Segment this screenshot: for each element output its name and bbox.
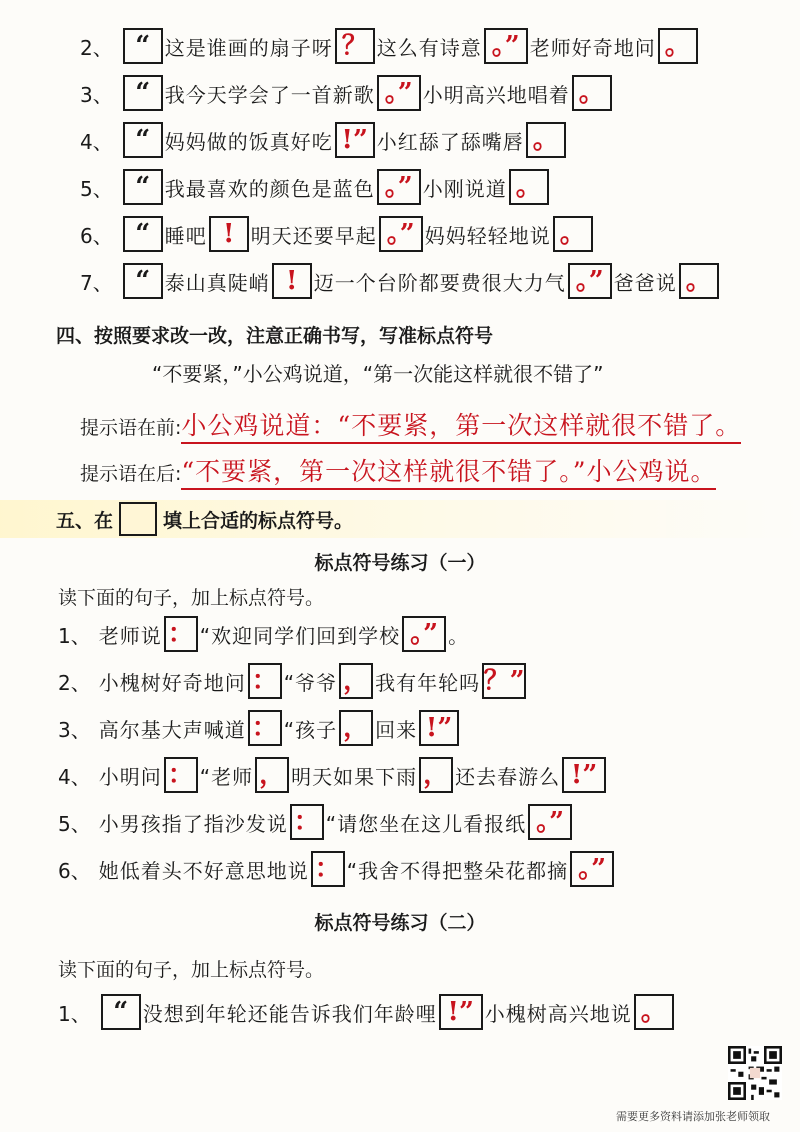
sentence-text: 我今天学会了一首新歌 bbox=[164, 82, 375, 107]
exercise-row bbox=[80, 259, 721, 303]
punctuation-box: ， bbox=[339, 710, 373, 746]
punctuation-box: 。” bbox=[402, 616, 446, 652]
exercise-number: 4、 bbox=[80, 129, 113, 154]
sentence-text: 高尔基大声喊道 bbox=[98, 717, 246, 742]
sentence-text: “孩子 bbox=[283, 717, 338, 742]
punctuation-box: ： bbox=[248, 663, 282, 699]
section4-heading bbox=[0, 315, 800, 353]
punctuation-box: ？ bbox=[335, 28, 375, 64]
front-prompt-line bbox=[80, 406, 741, 442]
section5-heading bbox=[0, 500, 800, 538]
sentence-text: “欢迎同学们回到学校 bbox=[199, 623, 401, 648]
punctuation-box: !” bbox=[335, 122, 375, 158]
punctuation-box: 。” bbox=[377, 75, 421, 111]
sentence-text: 还去春游么 bbox=[455, 764, 561, 789]
exercise-number: 7、 bbox=[80, 270, 113, 295]
sentence-text: 睡吧 bbox=[164, 223, 207, 248]
punctuation-box: !” bbox=[562, 757, 606, 793]
punctuation-box: ？” bbox=[482, 663, 526, 699]
exercise-number: 6、 bbox=[58, 858, 91, 883]
punctuation-box: ： bbox=[164, 616, 198, 652]
punctuation-box: ， bbox=[419, 757, 453, 793]
punctuation-box: 。 bbox=[679, 263, 719, 299]
exercise-row bbox=[58, 800, 574, 844]
sentence-text: 小明高兴地唱着 bbox=[422, 82, 570, 107]
qr-code-icon bbox=[728, 1046, 782, 1100]
exercise-row bbox=[58, 659, 528, 703]
exercise-number: 6、 bbox=[80, 223, 113, 248]
punctuation-box: ： bbox=[248, 710, 282, 746]
punctuation-box: 。” bbox=[568, 263, 612, 299]
exercise-row bbox=[80, 212, 595, 256]
sentence-text: 。 bbox=[448, 623, 470, 648]
sentence-text: 爸爸说 bbox=[613, 270, 677, 295]
punctuation-box: ! bbox=[272, 263, 312, 299]
section4-heading-text: 四、按照要求改一改，注意正确书写，写准标点符号 bbox=[56, 324, 494, 347]
exercise-row bbox=[58, 706, 461, 750]
exercise-row bbox=[80, 165, 551, 209]
sentence-text: 泰山真陡峭 bbox=[164, 270, 270, 295]
punctuation-box: 。 bbox=[553, 216, 593, 252]
sentence-text: 老师说 bbox=[98, 623, 162, 648]
exercise-row bbox=[58, 990, 676, 1034]
punctuation-box: ： bbox=[164, 757, 198, 793]
sentence-text: 妈妈轻轻地说 bbox=[424, 223, 551, 248]
sentence-text: 我有年轮吗 bbox=[375, 670, 481, 695]
sentence-text: 迈一个台阶都要费很大力气 bbox=[313, 270, 566, 295]
sentence-text: 小男孩指了指沙发说 bbox=[98, 811, 288, 836]
sentence-text: “我舍不得把整朵花都摘 bbox=[346, 858, 569, 883]
exercise-number: 4、 bbox=[58, 764, 91, 789]
exercise-row bbox=[58, 847, 616, 891]
punctuation-box: ! bbox=[209, 216, 249, 252]
practice2-instruction: 读下面的句子，加上标点符号。 bbox=[58, 959, 325, 981]
punctuation-box: “ bbox=[123, 75, 163, 111]
sentence-text: 妈妈做的饭真好吃 bbox=[164, 129, 333, 154]
sentence-text: 小红舔了舔嘴唇 bbox=[376, 129, 524, 154]
punctuation-box: “ bbox=[123, 28, 163, 64]
exercise-row bbox=[58, 612, 469, 656]
section5-heading-pre: 五、在 bbox=[56, 509, 114, 532]
punctuation-box: 。” bbox=[528, 804, 572, 840]
sentence-text: 小刚说道 bbox=[422, 176, 507, 201]
punctuation-box: “ bbox=[101, 994, 141, 1030]
exercise-number: 1、 bbox=[58, 623, 91, 648]
punctuation-box: 。 bbox=[658, 28, 698, 64]
practice2-title: 标点符号练习（二） bbox=[314, 912, 486, 934]
punctuation-box: “ bbox=[123, 169, 163, 205]
section5-heading-post: 填上合适的标点符号。 bbox=[163, 509, 354, 532]
sentence-text: 没想到年轮还能告诉我们年龄哩 bbox=[142, 1001, 437, 1026]
exercise-number: 3、 bbox=[58, 717, 91, 742]
footer-note: 需要更多资料请添加张老师领取 bbox=[616, 1110, 770, 1123]
punctuation-box: 。 bbox=[634, 994, 674, 1030]
punctuation-box: 。 bbox=[509, 169, 549, 205]
punctuation-box: !” bbox=[439, 994, 483, 1030]
punctuation-box: ： bbox=[290, 804, 324, 840]
practice1-title: 标点符号练习（一） bbox=[314, 552, 486, 574]
punctuation-box: 。 bbox=[526, 122, 566, 158]
punctuation-box: 。” bbox=[377, 169, 421, 205]
sentence-text: 这是谁画的扇子呀 bbox=[164, 35, 333, 60]
punctuation-box: 。 bbox=[572, 75, 612, 111]
exercise-number: 2、 bbox=[80, 35, 113, 60]
exercise-number: 2、 bbox=[58, 670, 91, 695]
exercise-row bbox=[80, 71, 614, 115]
blank-box-sample bbox=[119, 502, 157, 536]
exercise-number: 5、 bbox=[58, 811, 91, 836]
punctuation-box: 。” bbox=[484, 28, 528, 64]
sentence-text: 小槐树高兴地说 bbox=[484, 1001, 632, 1026]
punctuation-box: ： bbox=[311, 851, 345, 887]
punctuation-box: ， bbox=[339, 663, 373, 699]
punctuation-box: “ bbox=[123, 122, 163, 158]
back-prompt-line bbox=[80, 452, 716, 488]
back-prompt-answer: “不要紧，第一次这样就很不错了。”小公鸡说。 bbox=[181, 457, 716, 490]
exercise-number: 1、 bbox=[58, 1001, 91, 1026]
sentence-text: 明天如果下雨 bbox=[291, 764, 418, 789]
sentence-text: 我最喜欢的颜色是蓝色 bbox=[164, 176, 375, 201]
exercise-row bbox=[80, 24, 700, 68]
sentence-text: 她低着头不好意思地说 bbox=[98, 858, 309, 883]
sentence-text: 明天还要早起 bbox=[250, 223, 377, 248]
practice1-instruction: 读下面的句子，加上标点符号。 bbox=[58, 587, 325, 609]
sentence-text: “爷爷 bbox=[283, 670, 338, 695]
section4-original-sentence: “不要紧，”小公鸡说道，“第一次能这样就很不错了” bbox=[152, 362, 604, 386]
punctuation-box: !” bbox=[419, 710, 459, 746]
exercise-row bbox=[58, 753, 608, 797]
front-prompt-answer: 小公鸡说道：“不要紧，第一次这样就很不错了。 bbox=[181, 411, 741, 444]
exercise-number: 3、 bbox=[80, 82, 113, 107]
punctuation-box: 。” bbox=[379, 216, 423, 252]
sentence-text: 小槐树好奇地问 bbox=[98, 670, 246, 695]
punctuation-box: 。” bbox=[570, 851, 614, 887]
exercise-row bbox=[80, 118, 568, 162]
punctuation-box: “ bbox=[123, 216, 163, 252]
exercise-number: 5、 bbox=[80, 176, 113, 201]
sentence-text: 小明问 bbox=[98, 764, 162, 789]
sentence-text: “请您坐在这儿看报纸 bbox=[325, 811, 527, 836]
punctuation-box: “ bbox=[123, 263, 163, 299]
sentence-text: 老师好奇地问 bbox=[529, 35, 656, 60]
sentence-text: 这么有诗意 bbox=[376, 35, 482, 60]
sentence-text: “老师 bbox=[199, 764, 254, 789]
back-prompt-label: 提示语在后: bbox=[80, 463, 182, 485]
front-prompt-label: 提示语在前: bbox=[80, 417, 182, 439]
sentence-text: 回来 bbox=[375, 717, 418, 742]
punctuation-box: ， bbox=[255, 757, 289, 793]
